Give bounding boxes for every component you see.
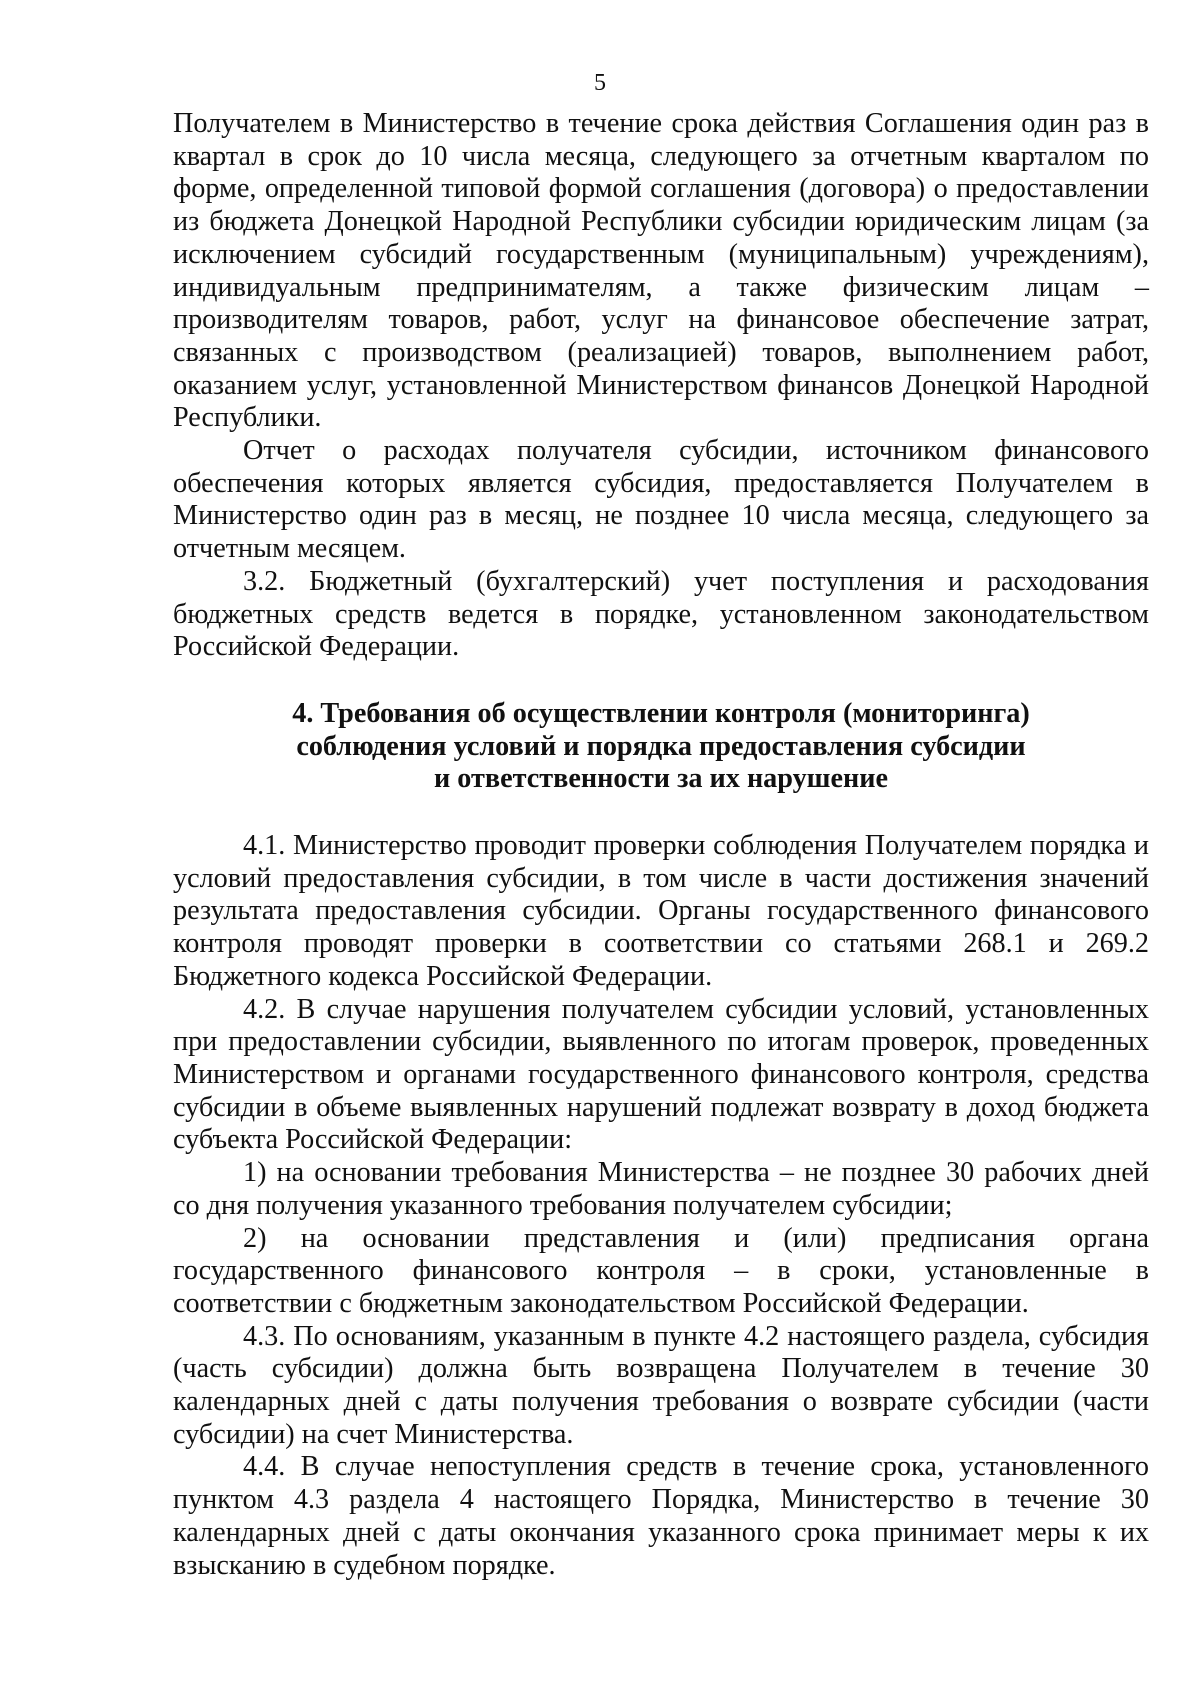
paragraph-4-2-item-1: 1) на основании требования Министерства – не позднее 30 рабочих дней со дня получения указанного требования получателем субсидии;: [173, 1157, 1149, 1221]
paragraph-expense-report: Отчет о расходах получателя субсидии, источником финансового обеспечения которых является субсидия, предоставляется Получателем в Министерство один раз в месяц, не позднее 10 числа месяца, следующего за отчетным месяцем.: [173, 435, 1149, 565]
paragraph-3-2: 3.2. Бюджетный (бухгалтерский) учет поступления и расходования бюджетных средств ведется в порядке, установленном законодательством Российской Федерации.: [173, 565, 1149, 663]
section-4-heading-line-1: 4. Требования об осуществлении контроля (мониторинга): [292, 697, 1030, 729]
paragraph-4-3: 4.3. По основаниям, указанным в пункте 4.2 настоящего раздела, субсидия (часть субсидии) должна быть возвращена Получателем в течение 30 календарных дней с даты получения требования о возврате субсидии (части субсидии) на счет Министерства.: [173, 1320, 1149, 1450]
section-4-heading: [173, 698, 1149, 796]
paragraph-4-4: 4.4. В случае непоступления средств в течение срока, установленного пунктом 4.3 раздела 4 настоящего Порядка, Министерство в течение 30 календарных дней с даты окончания указанного срока принимает меры к их взысканию в судебном порядке.: [173, 1451, 1149, 1581]
paragraph-4-2: 4.2. В случае нарушения получателем субсидии условий, установленных при предоставлении субсидии, выявленного по итогам проверок, проведенных Министерством и органами государственного финансового контроля, средства субсидии в объеме выявленных нарушений подлежат возврату в доход бюджета субъекта Российской Федерации:: [173, 993, 1149, 1156]
paragraph-report-form: Получателем в Министерство в течение срока действия Соглашения один раз в квартал в срок до 10 числа месяца, следующего за отчетным кварталом по форме, определенной типовой формой соглашения (договора) о предоставлении из бюджета Донецкой Народной Республики субсидии юридическим лицам (за исключением субсидий государственным (муниципальным) учреждениям), индивидуальным предпринимателям, а также физическим лицам – производителям товаров, работ, услуг на финансовое обеспечение затрат, связанных с производством (реализацией) товаров, выполнением работ, оказанием услуг, установленной Министерством финансов Донецкой Народной Республики.: [173, 108, 1149, 434]
document-body: [173, 108, 1149, 1582]
page-number: 5: [594, 70, 606, 96]
section-4-heading-line-3: и ответственности за их нарушение: [434, 763, 888, 795]
section-4-heading-line-2: соблюдения условий и порядка предоставления субсидии: [296, 730, 1026, 762]
paragraph-4-2-item-2: 2) на основании представления и (или) предписания органа государственного финансового контроля – в сроки, установленные в соответствии с бюджетным законодательством Российской Федерации.: [173, 1222, 1149, 1319]
paragraph-4-1: 4.1. Министерство проводит проверки соблюдения Получателем порядка и условий предоставления субсидии, в том числе в части достижения значений результата предоставления субсидии. Органы государственного финансового контроля проводят проверки в соответствии со статьями 268.1 и 269.2 Бюджетного кодекса Российской Федерации.: [173, 830, 1149, 992]
